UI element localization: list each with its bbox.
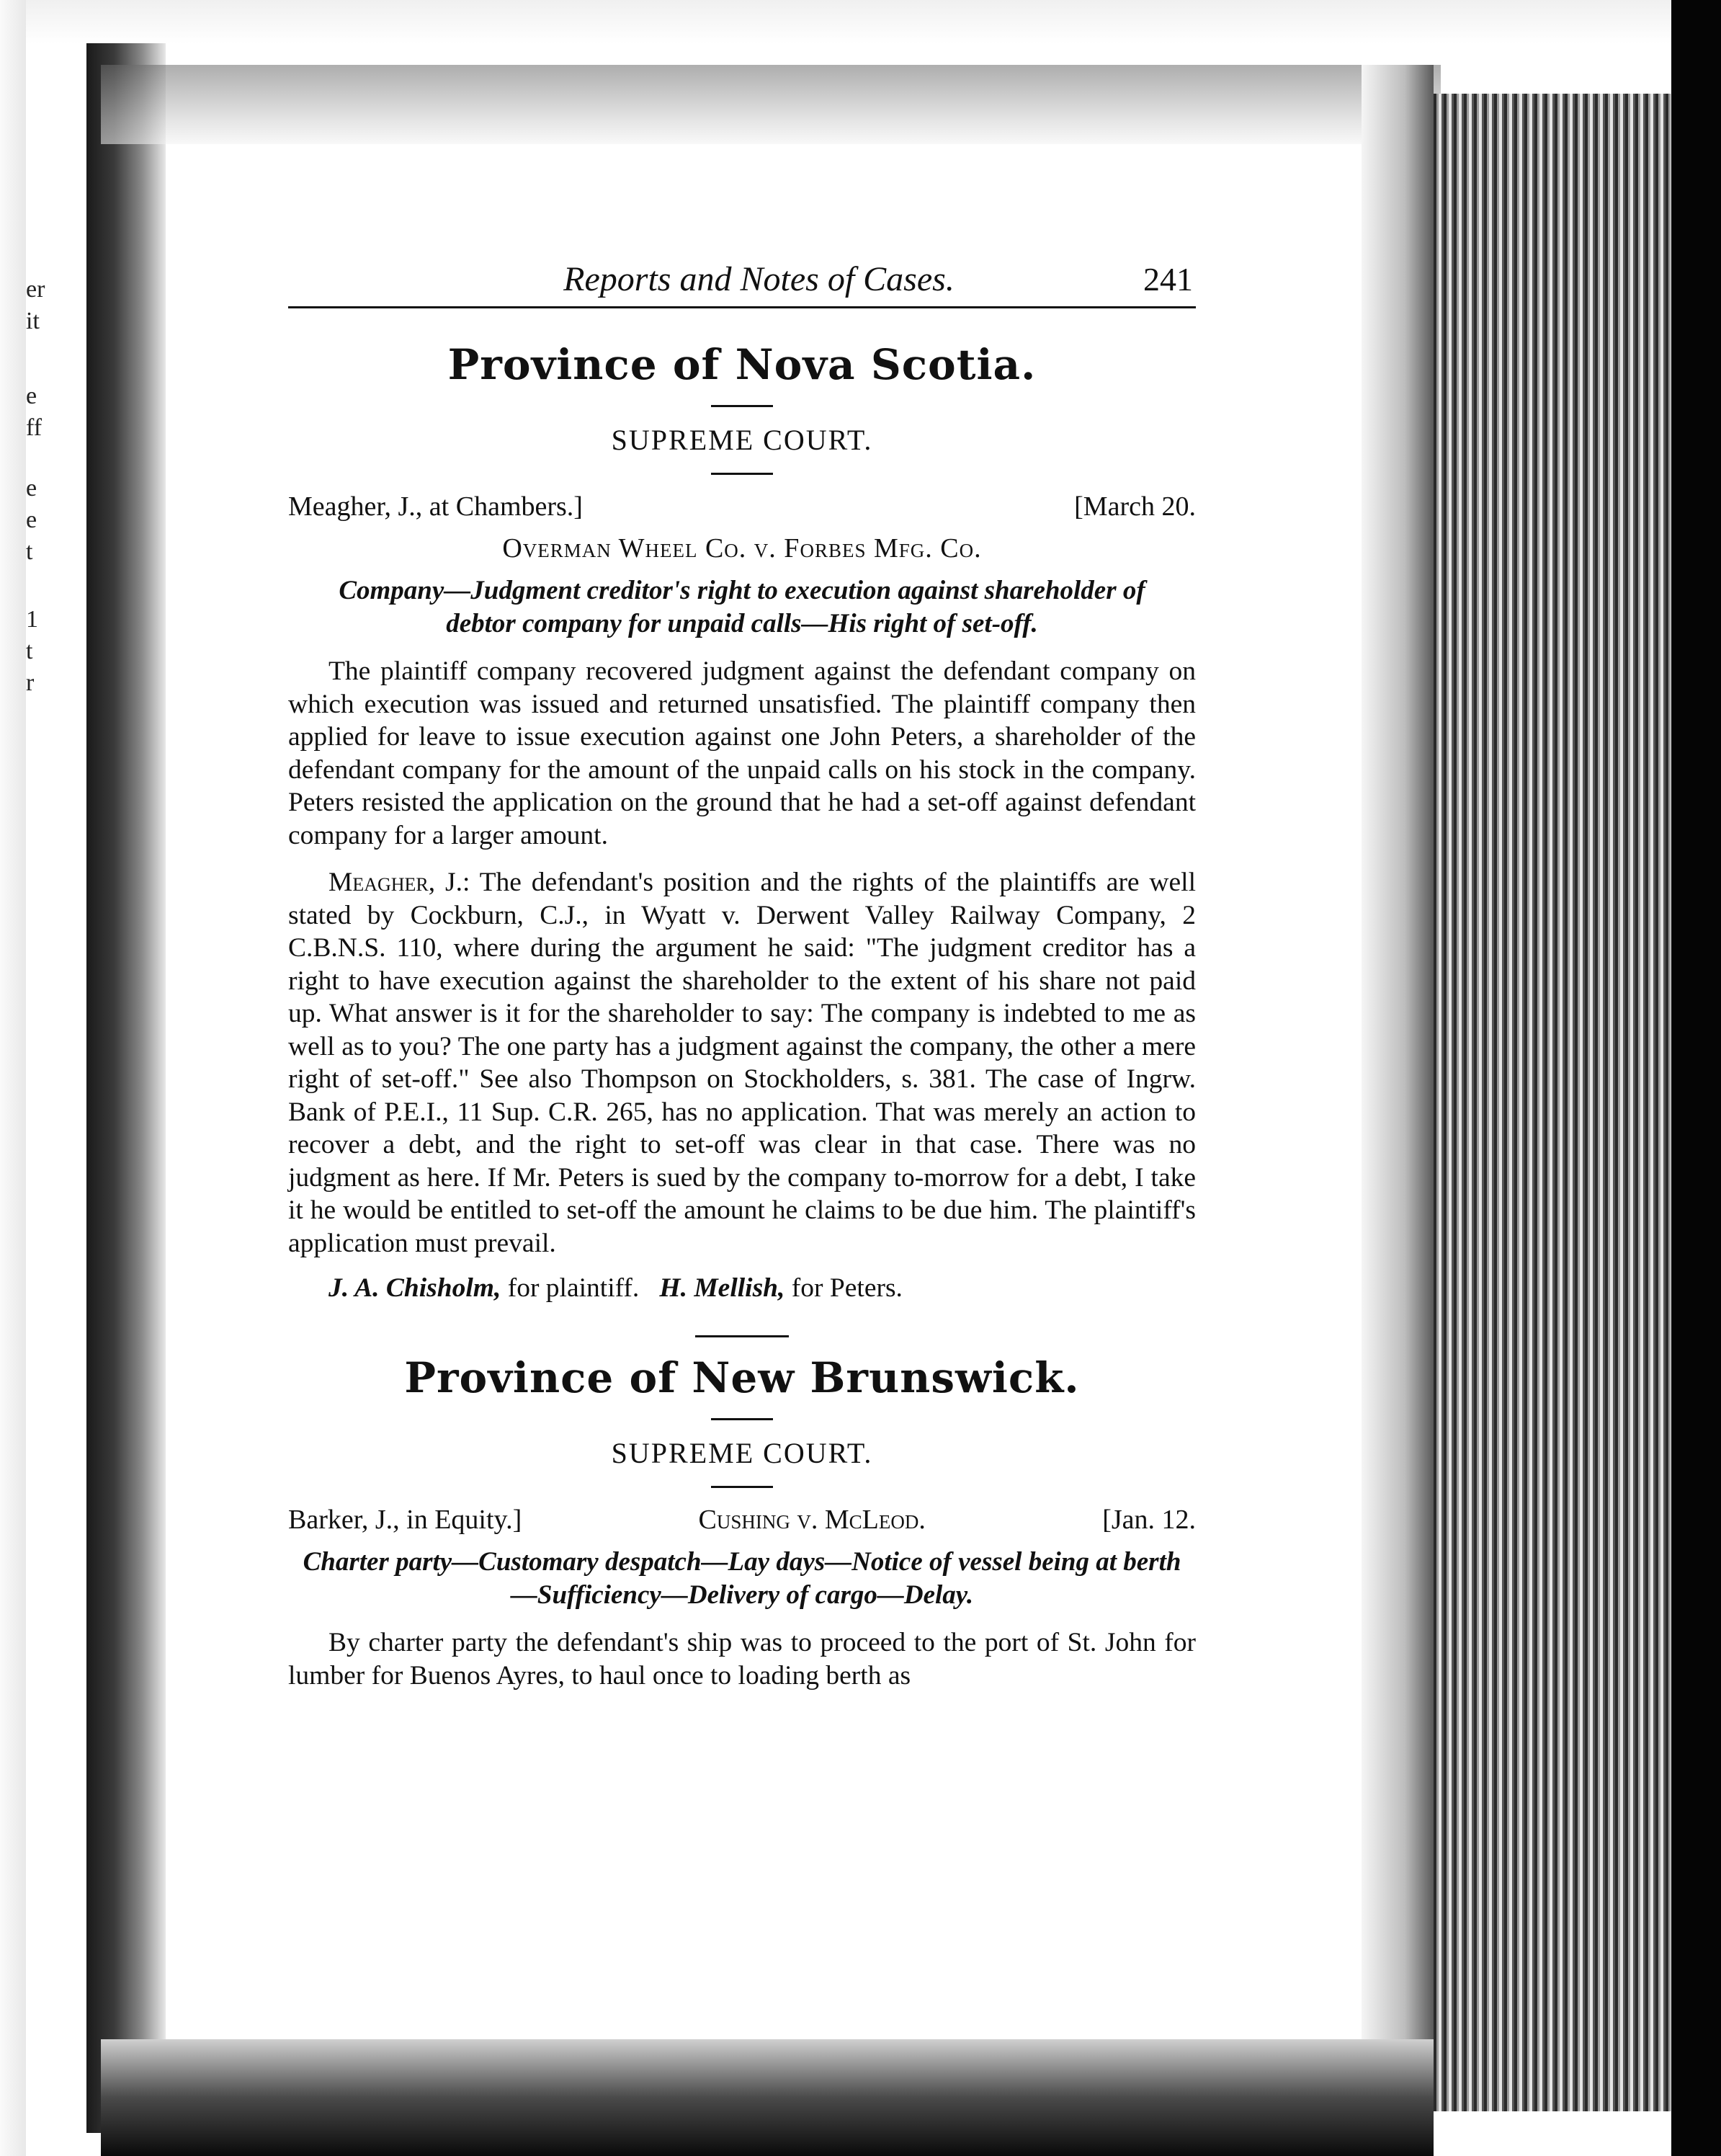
counsel-name: J. A. Chisholm,	[328, 1273, 501, 1303]
paragraph: The plaintiff company recovered judgment against the defendant company on which execution was issued and returned unsatisfied. The plaintiff company then applied for leave to issue execution against one John Peters, a shareholder of the defendant company for the amount of the unpaid calls on his stock in the company. Peters resisted the application on the ground that he had a set-off against defendant company for a larger amount.	[288, 656, 1196, 850]
margin-fragment: er	[26, 276, 45, 303]
case-title: Overman Wheel Co. v. Forbes Mfg. Co.	[502, 533, 982, 564]
counsel-line	[288, 1273, 1196, 1304]
judge-line: Barker, J., in Equity.]	[288, 1505, 522, 1535]
section-rule	[711, 1418, 773, 1420]
scan-top-edge	[0, 0, 1721, 43]
province-heading-new-brunswick: Province of New Brunswick.	[404, 1353, 1080, 1402]
margin-fragment: e	[26, 475, 37, 502]
page-number: 241	[1143, 261, 1193, 298]
page-edges	[1434, 94, 1671, 2111]
case-meta	[288, 1504, 1196, 1536]
case-title: Cushing v. McLeod.	[698, 1505, 926, 1535]
case-meta	[288, 491, 1196, 522]
margin-fragment: 1	[26, 606, 38, 633]
judge-name: Meagher, J.:	[328, 868, 470, 897]
court-heading: SUPREME COURT.	[611, 424, 873, 456]
section-rule	[711, 1486, 773, 1488]
margin-fragment: e	[26, 383, 37, 409]
case-date: [March 20.	[1074, 491, 1196, 522]
page-content	[288, 259, 1196, 1692]
margin-fragment: ff	[26, 414, 43, 441]
running-title: Reports and Notes of Cases.	[563, 260, 955, 298]
catchline: Charter party—Customary despatch—Lay days—Notice of vessel being at berth—Sufficiency—Delivery of cargo—Delay.	[303, 1547, 1181, 1610]
book-spine-shadow	[86, 43, 166, 2133]
margin-fragment: t	[26, 638, 33, 664]
scan-bottom-shadow	[101, 2039, 1434, 2156]
province-heading-nova-scotia: Province of Nova Scotia.	[447, 340, 1037, 389]
case-date: [Jan. 12.	[1102, 1505, 1196, 1535]
section-rule	[695, 1335, 789, 1337]
counsel-role: for plaintiff.	[501, 1273, 640, 1303]
judge-line: Meagher, J., at Chambers.]	[288, 491, 583, 522]
section-rule	[711, 473, 773, 475]
scan-top-shadow	[101, 65, 1441, 144]
paragraph: By charter party the defendant's ship was to proceed to the port of St. John for lumber for Buenos Ayres, to haul once to loading berth as	[288, 1628, 1196, 1690]
scan-left-edge	[0, 0, 26, 2156]
section-rule	[711, 405, 773, 407]
previous-page-margin	[26, 274, 45, 865]
margin-fragment: r	[26, 669, 35, 696]
counsel-role: for Peters.	[784, 1273, 903, 1303]
paragraph	[288, 866, 1196, 1260]
margin-fragment: it	[26, 308, 40, 334]
paragraph-text: The defendant's position and the rights of the plaintiffs are well stated by Cockburn, C.J., in Wyatt v. Derwent Valley Railway Company, 2 C.B.N.S. 110, where during the argument he said: "The judgment creditor has a right to have execution against the shareholder to the extent of his share not paid up. What answer is it for the shareholder to say: The company is indebted to me as well as to you? The one party has a judgment against the company, the other a mere right of set-off." See also Thompson on Stockholders, s. 381. The case of Ingrw. Bank of P.E.I., 11 Sup. C.R. 265, has no application. That was merely an action to recover a debt, and the right to set-off was clear in that case. There was no judgment as here. If Mr. Peters is sued by the company to-morrow for a debt, I take it he would be entitled to set-off the amount he claims to be due him. The plaintiff's application must prevail.	[288, 868, 1196, 1258]
margin-fragment: e	[26, 507, 37, 533]
scan-right-border	[1671, 0, 1721, 2156]
court-heading: SUPREME COURT.	[611, 1437, 873, 1469]
counsel-name: H. Mellish,	[659, 1273, 785, 1303]
catchline: Company—Judgment creditor's right to execution against shareholder of debtor company for unpaid calls—His right of set-off.	[339, 576, 1145, 638]
margin-fragment: t	[26, 538, 33, 565]
running-header	[288, 259, 1196, 308]
page-right-shadow	[1362, 65, 1434, 2126]
